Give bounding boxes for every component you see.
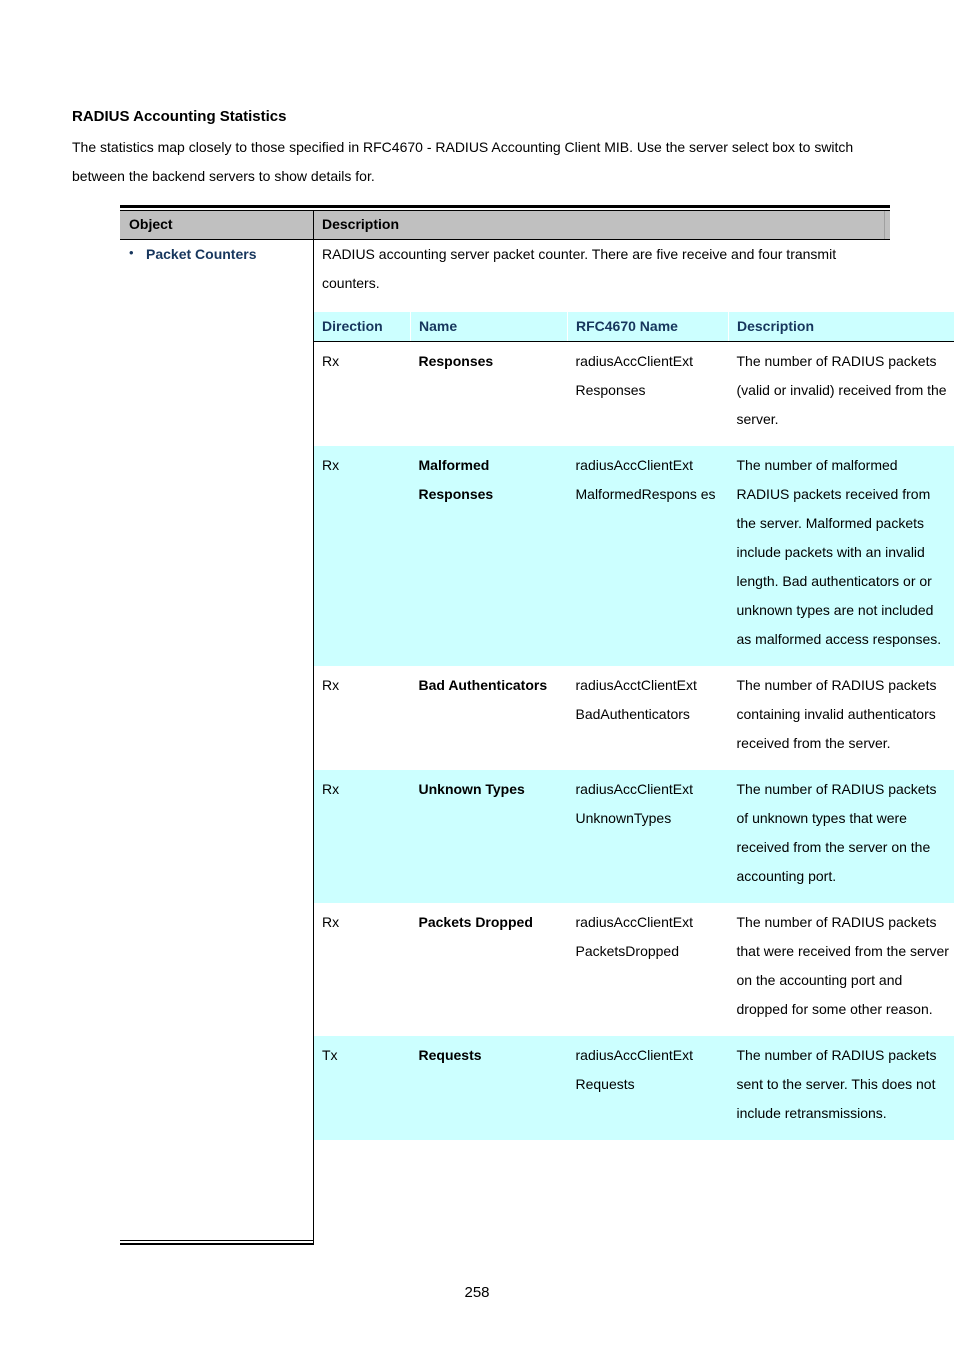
- inner-header-rfc-name: RFC4670 Name: [568, 312, 729, 342]
- table-row: [314, 903, 954, 1036]
- inner-header-row: [314, 312, 954, 342]
- cell-direction: Rx: [322, 914, 340, 930]
- table-bottom-rule: [120, 1240, 313, 1241]
- cell-name: Bad Authenticators: [418, 677, 548, 693]
- cell-rfc-name: radiusAccClientExt Responses: [575, 353, 693, 398]
- cell-direction: Rx: [314, 770, 411, 903]
- table-row: [314, 770, 954, 903]
- table-bottom-rule-thick: [120, 1243, 313, 1245]
- cell-rfc-name: radiusAccClientExt PacketsDropped: [575, 914, 693, 959]
- cell-description: The number of RADIUS packets that were received from the server on the accounting port and dropped for some other reason.: [736, 914, 949, 1017]
- object-description: RADIUS accounting server packet counter. There are five receive and four transmit counters.: [322, 246, 837, 291]
- table-row: [314, 1036, 954, 1140]
- packet-counter-table: [314, 312, 954, 1140]
- bullet-icon: •: [129, 245, 134, 260]
- cell-direction: Rx: [322, 353, 340, 369]
- section-title: RADIUS Accounting Statistics: [72, 108, 287, 125]
- inner-header-name: Name: [411, 312, 568, 342]
- table-row: [314, 446, 954, 666]
- cell-direction: Rx: [314, 446, 411, 666]
- cell-description: The number of RADIUS packets containing invalid authenticators received from the server.: [736, 677, 937, 751]
- cell-rfc-name: radiusAccClientExt UnknownTypes: [568, 770, 729, 903]
- cell-rfc-name: radiusAccClientExt Requests: [568, 1036, 729, 1140]
- inner-header-description: Description: [729, 312, 954, 342]
- table-header-bar: [120, 211, 884, 239]
- cell-name: Packets Dropped: [418, 914, 533, 930]
- cell-direction: Rx: [322, 677, 340, 693]
- inner-header-direction: Direction: [314, 312, 411, 342]
- cell-name: Requests: [411, 1036, 568, 1140]
- cell-direction: Tx: [314, 1036, 411, 1140]
- cell-rfc-name: radiusAccClientExt MalformedRespons es: [568, 446, 729, 666]
- intro-paragraph: The statistics map closely to those specified in RFC4670 - RADIUS Accounting Client MIB. Use the server select box to switch between the backend servers to show details for.: [72, 139, 854, 184]
- cell-rfc-name: radiusAcctClientExt BadAuthenticators: [575, 677, 697, 722]
- cell-description: The number of malformed RADIUS packets received from the server. Malformed packets include packets with an invalid length. Bad authenticators or or unknown types are not included as malformed access responses.: [729, 446, 954, 666]
- cell-name: Unknown Types: [411, 770, 568, 903]
- header-description: Description: [322, 216, 400, 232]
- table-top-rule: [120, 205, 890, 208]
- table-header-edge: [884, 211, 890, 239]
- table-row: [314, 666, 954, 770]
- cell-name: Responses: [418, 353, 494, 369]
- cell-name: Malformed Responses: [411, 446, 568, 666]
- object-label: Packet Counters: [146, 246, 257, 262]
- cell-description: The number of RADIUS packets (valid or invalid) received from the server.: [736, 353, 947, 427]
- cell-description: The number of RADIUS packets sent to the server. This does not include retransmissions.: [729, 1036, 954, 1140]
- cell-description: The number of RADIUS packets of unknown types that were received from the server on the accounting port.: [729, 770, 954, 903]
- page-number: 258: [464, 1284, 490, 1301]
- header-object: Object: [129, 216, 173, 232]
- table-row: [314, 342, 954, 447]
